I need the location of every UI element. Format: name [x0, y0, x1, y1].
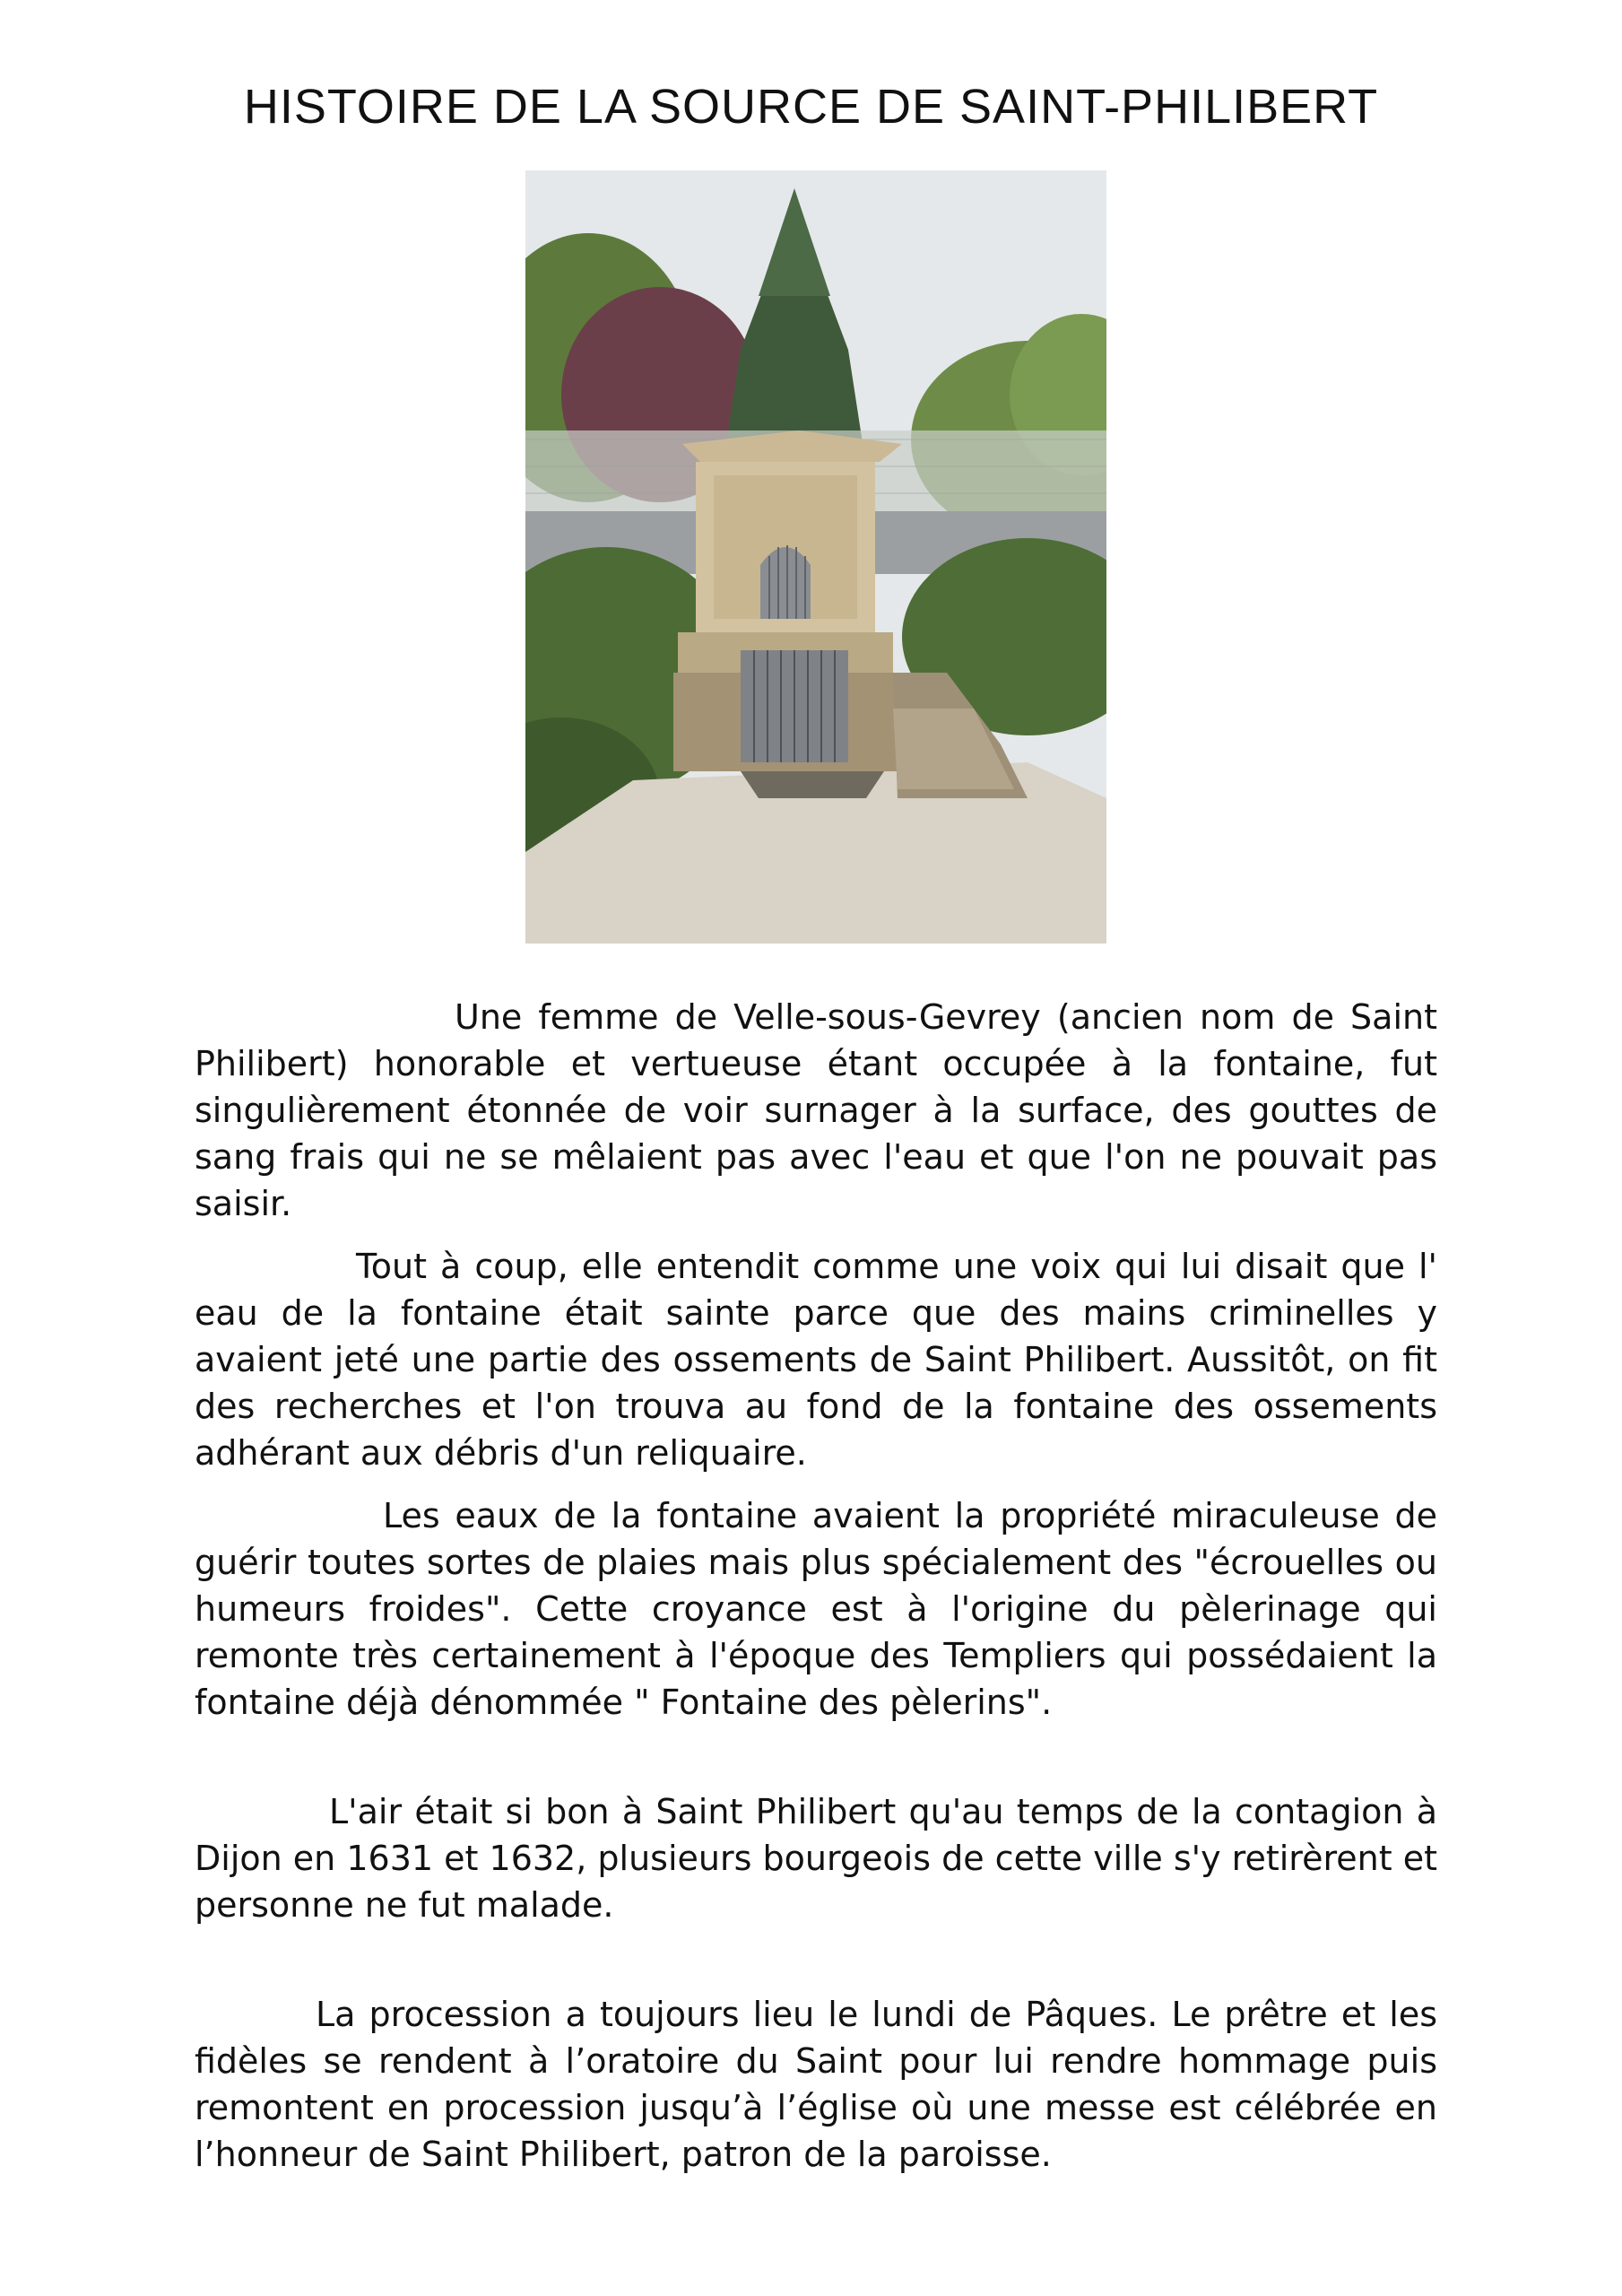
paragraph-4: L'air était si bon à Saint Philibert qu'au temps de la contagion à Dijon en 1631 et 1632, plusieurs bourgeois de cette ville s'y retirèrent et personne ne fut malade.: [195, 1792, 1437, 1925]
fountain-oratory-image: [525, 170, 1106, 944]
paragraph-1: Une femme de Velle-sous-Gevrey (ancien nom de Saint Philibert) honorable et vertueuse étant occupée à la fontaine, fut singulièrement étonnée de voir surnager à la surface, des gouttes de sang frais qui ne se mêlaient pas avec l'eau et que l'on ne pouvait pas saisir.: [195, 997, 1437, 1223]
paragraph-5: La procession a toujours lieu le lundi de Pâques. Le prêtre et les fidèles se rendent à l’oratoire du Saint pour lui rendre hommage puis remontent en procession jusqu’à l’église où une messe est célébrée en l’honneur de Saint Philibert, patron de la paroisse.: [195, 1995, 1437, 2174]
document-body: [195, 994, 1437, 2178]
paragraph-2: Tout à coup, elle entendit comme une voix qui lui disait que l' eau de la fontaine était sainte parce que des mains criminelles y avaient jeté une partie des ossements de Saint Philibert. Aussitôt, on fit des recherches et l'on trouva au fond de la fontaine des ossements adhérant aux débris d'un reliquaire.: [195, 1247, 1437, 1473]
fountain-photo: [525, 170, 1106, 944]
page-title: HISTOIRE DE LA SOURCE DE SAINT-PHILIBERT: [243, 80, 1379, 134]
paragraph-3: Les eaux de la fontaine avaient la propriété miraculeuse de guérir toutes sortes de plaies mais plus spécialement des "écrouelles ou humeurs froides". Cette croyance est à l'origine du pèlerinage qui remonte très certainement à l'époque des Templiers qui possédaient la fontaine déjà dénommée " Fontaine des pèlerins".: [195, 1496, 1437, 1722]
